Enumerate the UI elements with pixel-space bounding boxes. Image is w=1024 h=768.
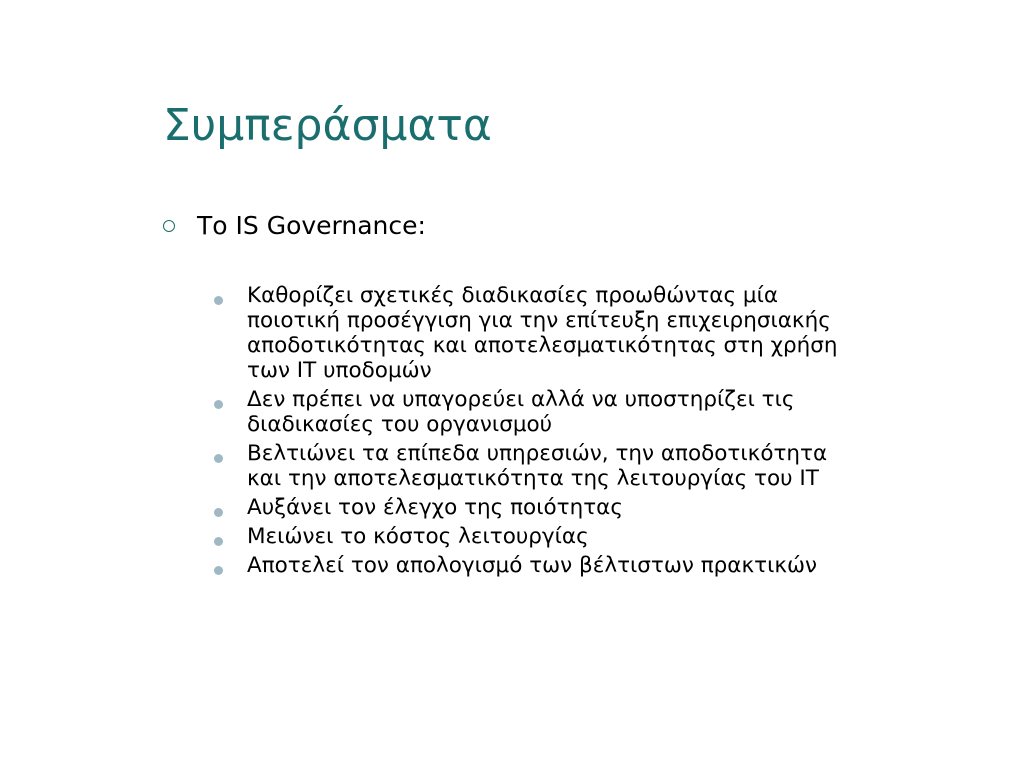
slide-title: Συμπεράσματα xyxy=(163,100,492,151)
dot-bullet-icon xyxy=(214,296,223,305)
ring-bullet-icon xyxy=(163,220,175,232)
list-item xyxy=(214,553,984,578)
list-item-text: Δεν πρέπει να υπαγορεύει αλλά να υποστηρίζει τις διαδικασίες του οργανισμού xyxy=(247,387,795,437)
list-item xyxy=(214,283,984,383)
list-item-text: Μειώνει το κόστος λειτουργίας xyxy=(247,524,589,549)
list-item-text: Αποτελεί τον απολογισμό των βέλτιστων πρακτικών xyxy=(247,553,818,578)
bullet-list xyxy=(214,283,984,582)
dot-bullet-icon xyxy=(214,566,223,575)
list-item-text: Αυξάνει τον έλεγχο της ποιότητας xyxy=(247,495,623,520)
dot-bullet-icon xyxy=(214,508,223,517)
list-item xyxy=(214,441,984,491)
bullet-level1-text: Το IS Governance: xyxy=(197,211,426,240)
list-item xyxy=(214,524,984,549)
list-item-text: Καθορίζει σχετικές διαδικασίες προωθώντας μία ποιοτική προσέγγιση για την επίτευξη επιχειρησιακής αποδοτικότητας και αποτελεσματικότητας στη χρήση των IT υποδομών xyxy=(247,283,838,383)
list-item xyxy=(214,387,984,437)
list-item-text: Βελτιώνει τα επίπεδα υπηρεσιών, την αποδοτικότητα και την αποτελεσματικότητα της λειτουργίας του IT xyxy=(247,441,828,491)
bullet-level1-row xyxy=(163,208,983,244)
bullet-level1 xyxy=(163,208,983,244)
dot-bullet-icon xyxy=(214,537,223,546)
list-item xyxy=(214,495,984,520)
dot-bullet-icon xyxy=(214,400,223,409)
dot-bullet-icon xyxy=(214,454,223,463)
